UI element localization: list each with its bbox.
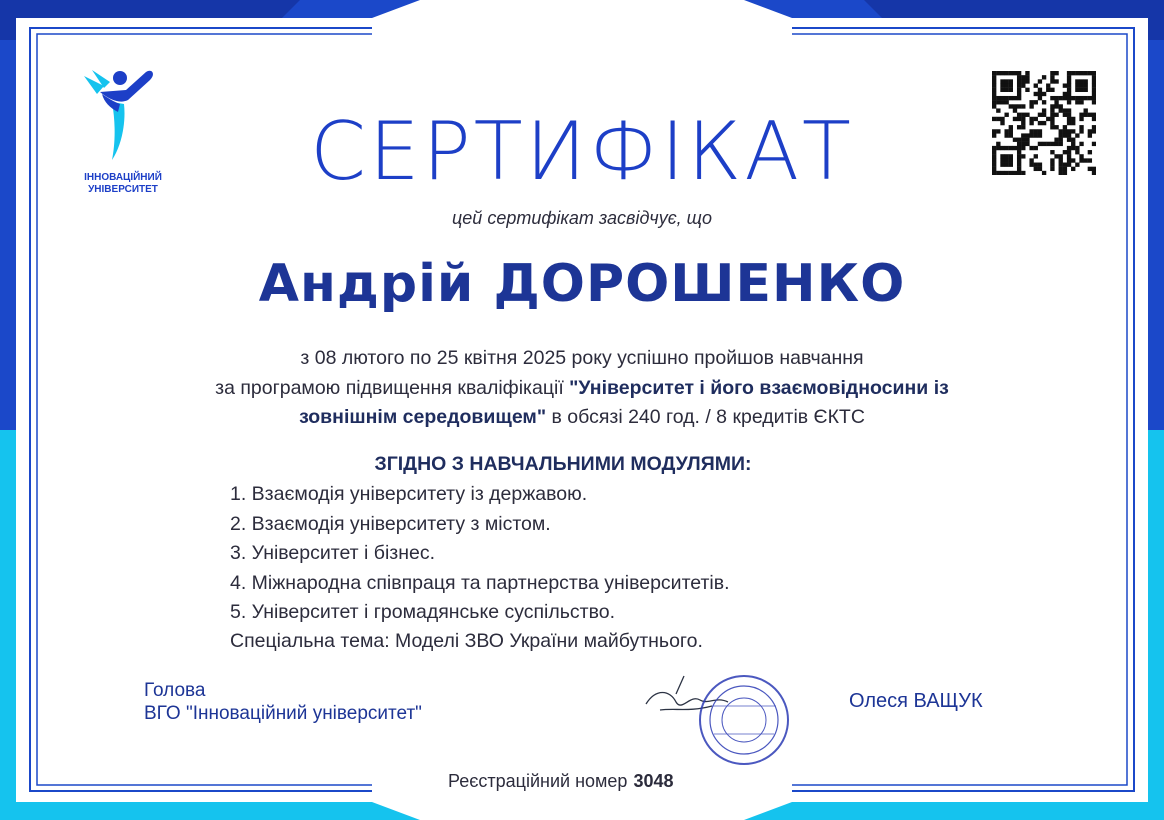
modules-list — [230, 482, 730, 630]
recipient-name: Андрій ДОРОШЕНКО — [258, 254, 906, 314]
program-volume-line — [120, 406, 1044, 429]
registration-label: Реєстраційний номер — [448, 771, 628, 791]
module-item: 1. Взаємодія університету із державою. — [230, 483, 588, 505]
training-dates: з 08 лютого по 25 квітня 2025 року успішно пройшов навчання — [300, 347, 864, 369]
program-title-part-2: зовнішнім середовищем" — [299, 406, 547, 428]
modules-heading: ЗГІДНО З НАВЧАЛЬНИМИ МОДУЛЯМИ: — [374, 453, 752, 475]
signatory-role-line-2: ВГО "Інноваційний університет" — [144, 703, 422, 724]
program-title-part-1: "Університет і його взаємовідносини із — [569, 377, 949, 399]
logo-line-2: УНІВЕРСИТЕТ — [88, 184, 158, 195]
certificate-title: СЕРТИФІКАТ — [310, 105, 854, 198]
program-prefix: за програмою підвищення кваліфікації — [215, 377, 570, 399]
logo-line-1: ІННОВАЦІЙНИЙ — [84, 172, 162, 183]
program-line — [120, 377, 1044, 400]
signatory-role-line-1: Голова — [144, 680, 206, 701]
special-topic: Спеціальна тема: Моделі ЗВО України майбутнього. — [230, 630, 703, 652]
signatory-role — [144, 679, 422, 725]
module-item: 5. Університет і громадянське суспільство. — [230, 601, 616, 623]
module-item: 4. Міжнародна співпраця та партнерства університетів. — [230, 571, 730, 594]
registration-number: 3048 — [633, 771, 674, 791]
signatory-name: Олеся ВАЩУК — [849, 690, 983, 712]
registration — [448, 771, 673, 792]
certificate-subtitle: цей сертифікат засвідчує, що — [452, 208, 712, 228]
module-item: 2. Взаємодія університету з містом. — [230, 512, 551, 535]
module-item: 3. Університет і бізнес. — [230, 542, 435, 564]
program-volume: в обсязі 240 год. / 8 кредитів ЄКТС — [546, 406, 865, 428]
